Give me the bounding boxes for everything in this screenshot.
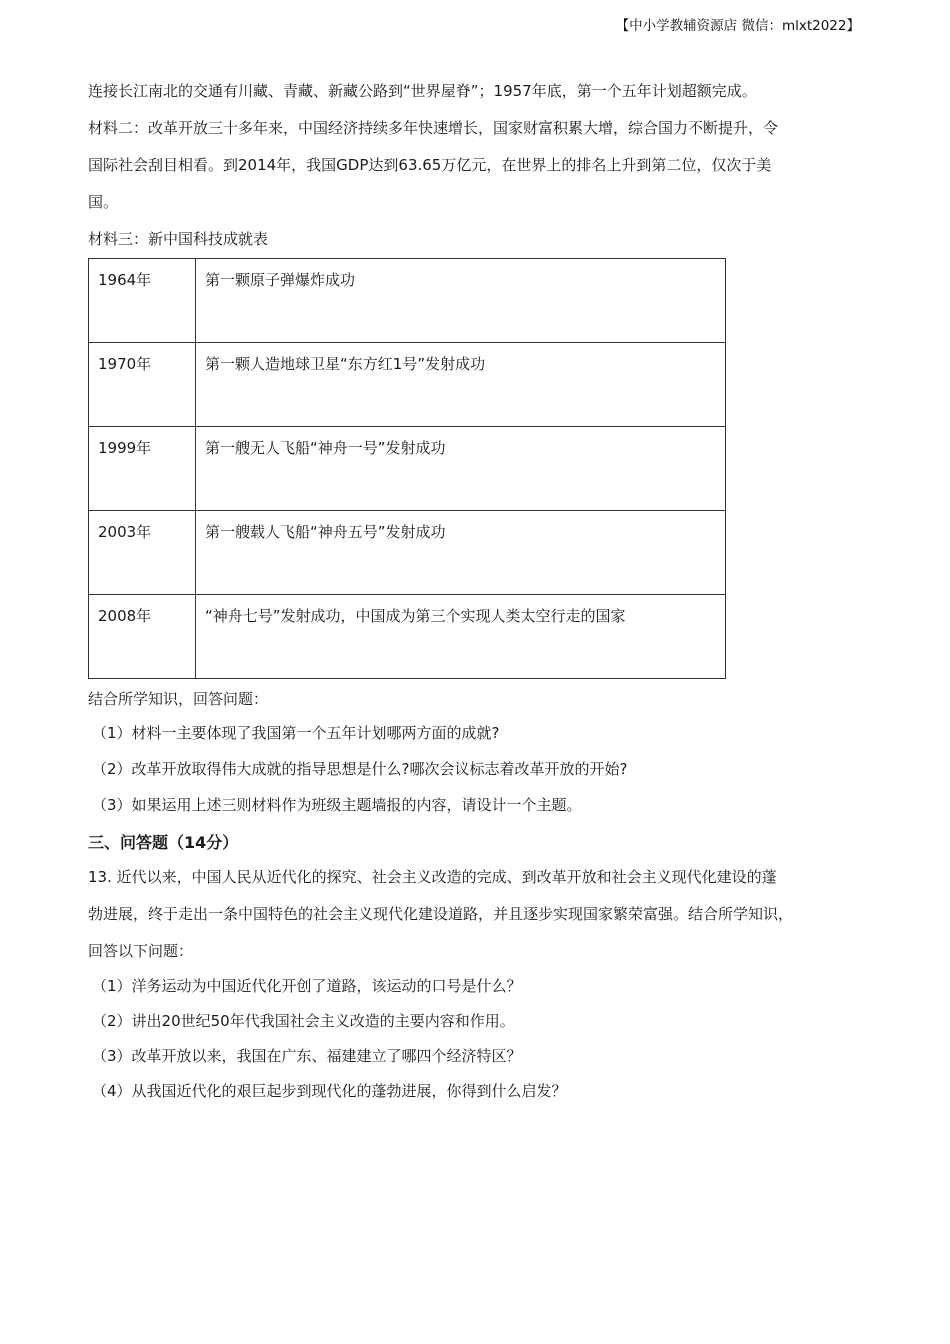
event-cell: 第一颗人造地球卫星“东方红1号”发射成功 [196, 343, 726, 427]
paragraph-line: 连接长江南北的交通有川藏、青藏、新藏公路到“世界屋脊”；1957年底，第一个五年计划超额完成。 [88, 82, 757, 100]
paragraph-line: 国际社会刮目相看。到2014年，我国GDP达到63.65万亿元，在世界上的排名上升到第二位，仅次于美 [88, 156, 772, 174]
table-row [89, 511, 726, 595]
question-intro-line: 13. 近代以来，中国人民从近代化的探究、社会主义改造的完成、到改革开放和社会主义现代化建设的蓬 [88, 868, 777, 886]
table-caption: 材料三：新中国科技成就表 [88, 230, 269, 248]
prompt-text: 结合所学知识，回答问题： [88, 690, 269, 708]
year-cell: 1999年 [89, 427, 196, 511]
table-row [89, 427, 726, 511]
table-row [89, 595, 726, 679]
question-intro-line: 回答以下问题： [88, 942, 194, 960]
question-item: （2）改革开放取得伟大成就的指导思想是什么?哪次会议标志着改革开放的开始? [92, 760, 628, 778]
table-row [89, 259, 726, 343]
paragraph-line: 材料二：改革开放三十多年来，中国经济持续多年快速增长，国家财富积累大增，综合国力不断提升，令 [88, 119, 779, 137]
header-watermark: 【中小学教辅资源店 微信：mlxt2022】 [615, 18, 860, 34]
event-cell: 第一艘载人飞船“神舟五号”发射成功 [196, 511, 726, 595]
section-title: 三、问答题（14分） [88, 833, 239, 852]
table-row [89, 343, 726, 427]
paragraph-line: 国。 [88, 193, 119, 211]
question-intro-line: 勃进展，终于走出一条中国特色的社会主义现代化建设道路，并且逐步实现国家繁荣富强。结合所学知识， [88, 905, 794, 923]
year-cell: 2008年 [89, 595, 196, 679]
year-cell: 1964年 [89, 259, 196, 343]
year-cell: 1970年 [89, 343, 196, 427]
question-item: （2）讲出20世纪50年代我国社会主义改造的主要内容和作用。 [92, 1012, 515, 1030]
question-item: （1）材料一主要体现了我国第一个五年计划哪两方面的成就? [92, 724, 500, 742]
tech-achievements-table [88, 258, 726, 679]
event-cell: “神舟七号”发射成功，中国成为第三个实现人类太空行走的国家 [196, 595, 726, 679]
question-item: （3）改革开放以来，我国在广东、福建建立了哪四个经济特区？ [92, 1047, 522, 1065]
event-cell: 第一颗原子弹爆炸成功 [196, 259, 726, 343]
question-item: （3）如果运用上述三则材料作为班级主题墙报的内容，请设计一个主题。 [92, 796, 582, 814]
question-item: （4）从我国近代化的艰巨起步到现代化的蓬勃进展，你得到什么启发？ [92, 1082, 567, 1100]
event-cell: 第一艘无人飞船“神舟一号”发射成功 [196, 427, 726, 511]
question-item: （1）洋务运动为中国近代化开创了道路，该运动的口号是什么？ [92, 977, 522, 995]
year-cell: 2003年 [89, 511, 196, 595]
